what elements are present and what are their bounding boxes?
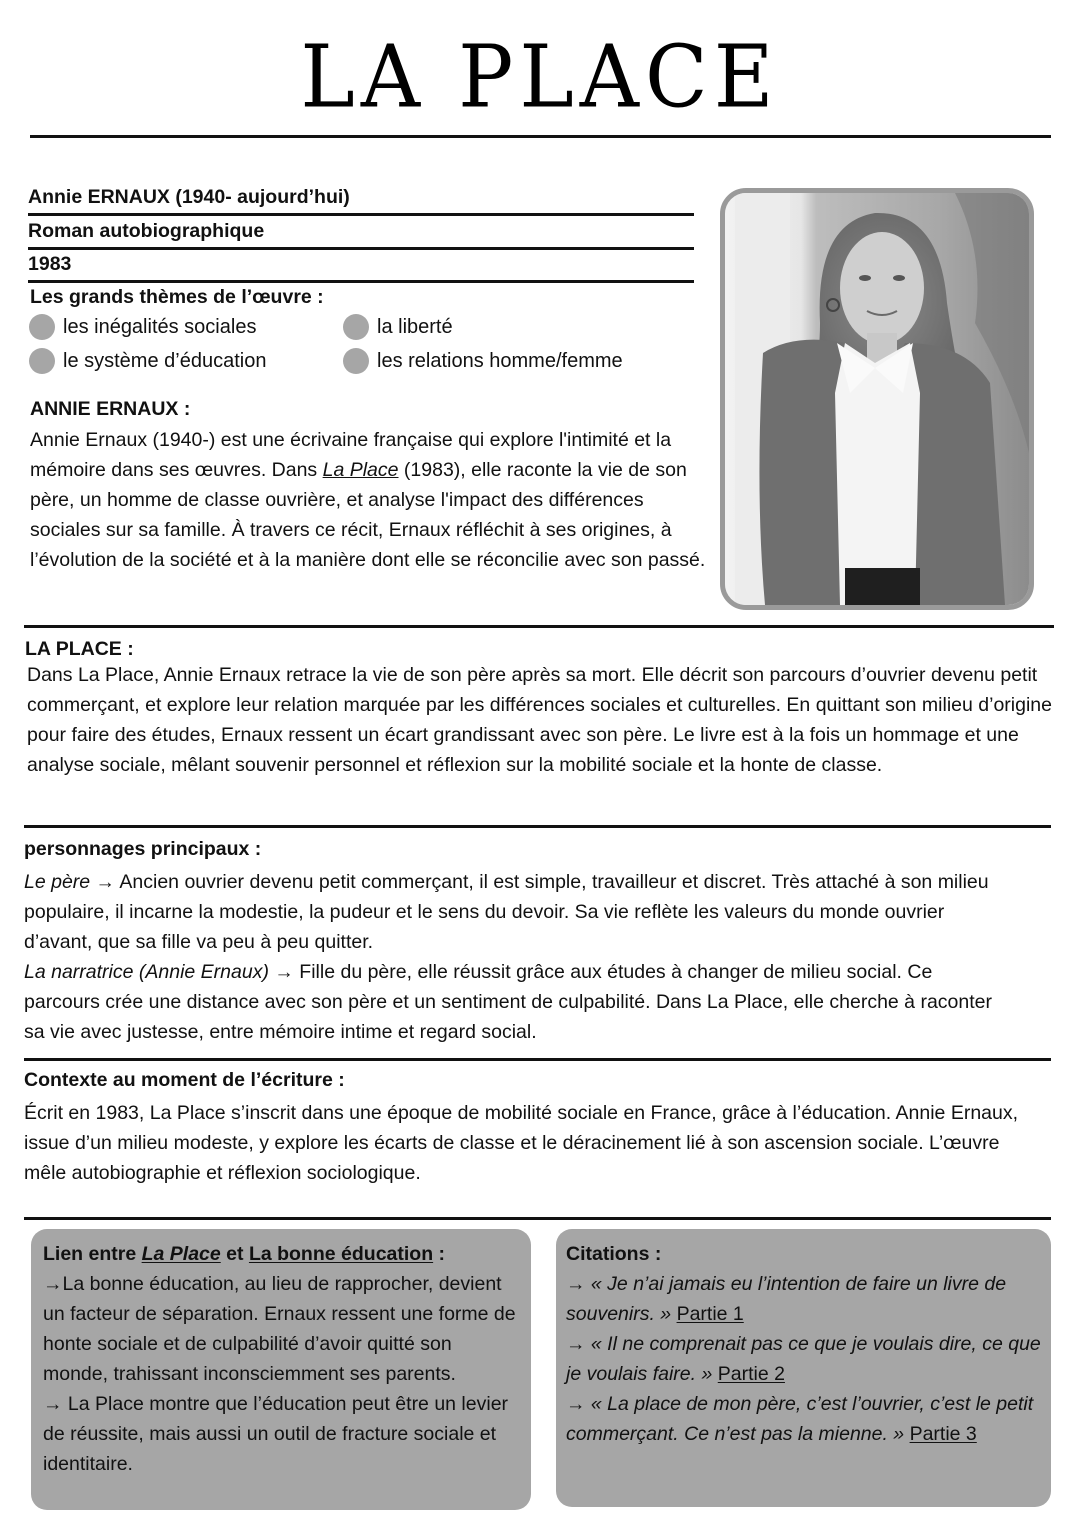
book-title: La Place [322,459,399,481]
quote-item [566,1389,1041,1449]
character-name: La narratrice (Annie Ernaux) [24,961,269,983]
heading-text: et [220,1243,249,1265]
title-divider [30,135,1051,138]
author-bio [30,425,710,575]
author-photo [720,188,1034,610]
bullet-dot-icon [29,348,55,374]
arrow-icon: → [90,871,120,893]
divider [28,247,694,250]
author-name: Annie ERNAUX (1940- aujourd’hui) [28,186,350,208]
page-title: LA PLACE [300,27,780,128]
quote-reference: Partie 3 [909,1423,977,1445]
themes-title: Les grands thèmes de l’œuvre : [30,286,324,308]
arrow-icon: → [566,1273,591,1295]
theme-item [29,348,266,374]
section-divider [24,625,1054,628]
theme-item [29,314,256,340]
divider [28,213,694,216]
link-box [31,1229,531,1510]
portrait-image [725,193,1029,605]
genre-line [28,220,694,250]
section-divider [24,1058,1051,1061]
quote-reference: Partie 2 [717,1363,785,1385]
summary-heading: LA PLACE : [25,638,134,660]
theme-label: les inégalités sociales [63,315,257,338]
link-point: → La Place montre que l’éducation peut être un levier de réussite, mais aussi un outil de fracture sociale et identitaire. [43,1393,509,1475]
link-point: →La bonne éducation, au lieu de rapprocher, devient un facteur de séparation. Ernaux ressent une forme de honte sociale et de culpabilité d’avoir quitté son monde, trahissant inconsciemment ses parents. [43,1273,516,1385]
quote-text: « La place de mon père, c’est l’ouvrier, c’est le petit commerçant. Ce n’est pas la mienne. » [566,1393,1034,1445]
character-entry [24,867,1004,957]
quote-text: « Je n’ai jamais eu l’intention de faire un livre de souvenirs. » [566,1273,1007,1325]
character-description: Fille du père, elle réussit grâce aux études à changer de milieu social. Ce parcours crée une distance avec son père et un sentiment de culpabilité. Dans La Place, elle cherche à raconter sa vie avec justesse, entre mémoire intime et regard social. [24,961,992,1043]
heading-text: Lien entre [43,1243,142,1265]
quote-text: « Il ne comprenait pas ce que je voulais dire, ce que je voulais faire. » [566,1333,1041,1385]
character-entry [24,957,1004,1047]
theme-label: les relations homme/femme [377,349,623,372]
quotes-box [556,1229,1051,1507]
quote-item [566,1269,1041,1329]
book-title: La bonne éducation [248,1243,434,1265]
arrow-icon: → [566,1333,591,1355]
context-text: Écrit en 1983, La Place s’inscrit dans une époque de mobilité sociale en France, grâce à l’éducation. Annie Ernaux, issue d’un milieu modeste, y explore les écarts de classe et le déracinement lié à son ascension sociale. L’œuvre mêle autobiographie et réflexion sociologique. [24,1102,1019,1184]
theme-label: la liberté [377,315,453,338]
year-line [28,253,694,283]
bio-text: Annie Ernaux (1940-) est une écrivaine française qui explore l'intimité et la mémoire dans ses œuvres. Dans [30,429,672,481]
author-heading: ANNIE ERNAUX : [30,398,191,420]
book-title: La Place [141,1243,221,1265]
character-description: Ancien ouvrier devenu petit commerçant, il est simple, travailleur et discret. Très attaché à son milieu populaire, il incarne la modestie, la pudeur et le sens du devoir. Sa vie reflète les valeurs du monde ouvrier d’avant, que sa fille va peu à peu quitter. [24,871,989,953]
characters-list [24,867,1004,1047]
arrow-icon: → [268,961,300,983]
quote-item [566,1329,1041,1389]
heading-text: : [433,1243,446,1265]
section-divider [24,825,1051,828]
theme-item [343,314,453,340]
bullet-dot-icon [29,314,55,340]
genre: Roman autobiographique [28,220,265,242]
context-heading: Contexte au moment de l’écriture : [24,1069,345,1091]
character-name: Le père [24,871,91,893]
link-box-heading [43,1239,519,1269]
section-divider [24,1217,1051,1220]
arrow-icon: → [566,1393,591,1415]
bullet-dot-icon [343,348,369,374]
theme-label: le système d’éducation [63,349,267,372]
quotes-heading: Citations : [566,1243,662,1265]
author-line [28,186,694,216]
theme-item [343,348,623,374]
year: 1983 [28,253,72,275]
quote-reference: Partie 1 [676,1303,744,1325]
characters-heading: personnages principaux : [24,838,262,860]
bio-text: (1983), elle raconte la vie de son père, un homme de classe ouvrière, et analyse l'impact des différences sociales sur sa famille. À travers ce récit, Ernaux réfléchit à ses origines, à l’évolution de la société et à la manière dont elle se réconcilie avec son passé. [30,459,706,571]
summary-text: Dans La Place, Annie Ernaux retrace la vie de son père après sa mort. Elle décrit son parcours d’ouvrier devenu petit commerçant, et explore leur relation marquée par les différences sociales et culturelles. En quittant son milieu d’origine pour faire des études, Ernaux ressent un écart grandissant avec son père. Le livre est à la fois un hommage et une analyse sociale, mêlant souvenir personnel et réflexion sur la mobilité sociale et la honte de classe. [27,664,1052,776]
bullet-dot-icon [343,314,369,340]
divider [28,280,694,283]
